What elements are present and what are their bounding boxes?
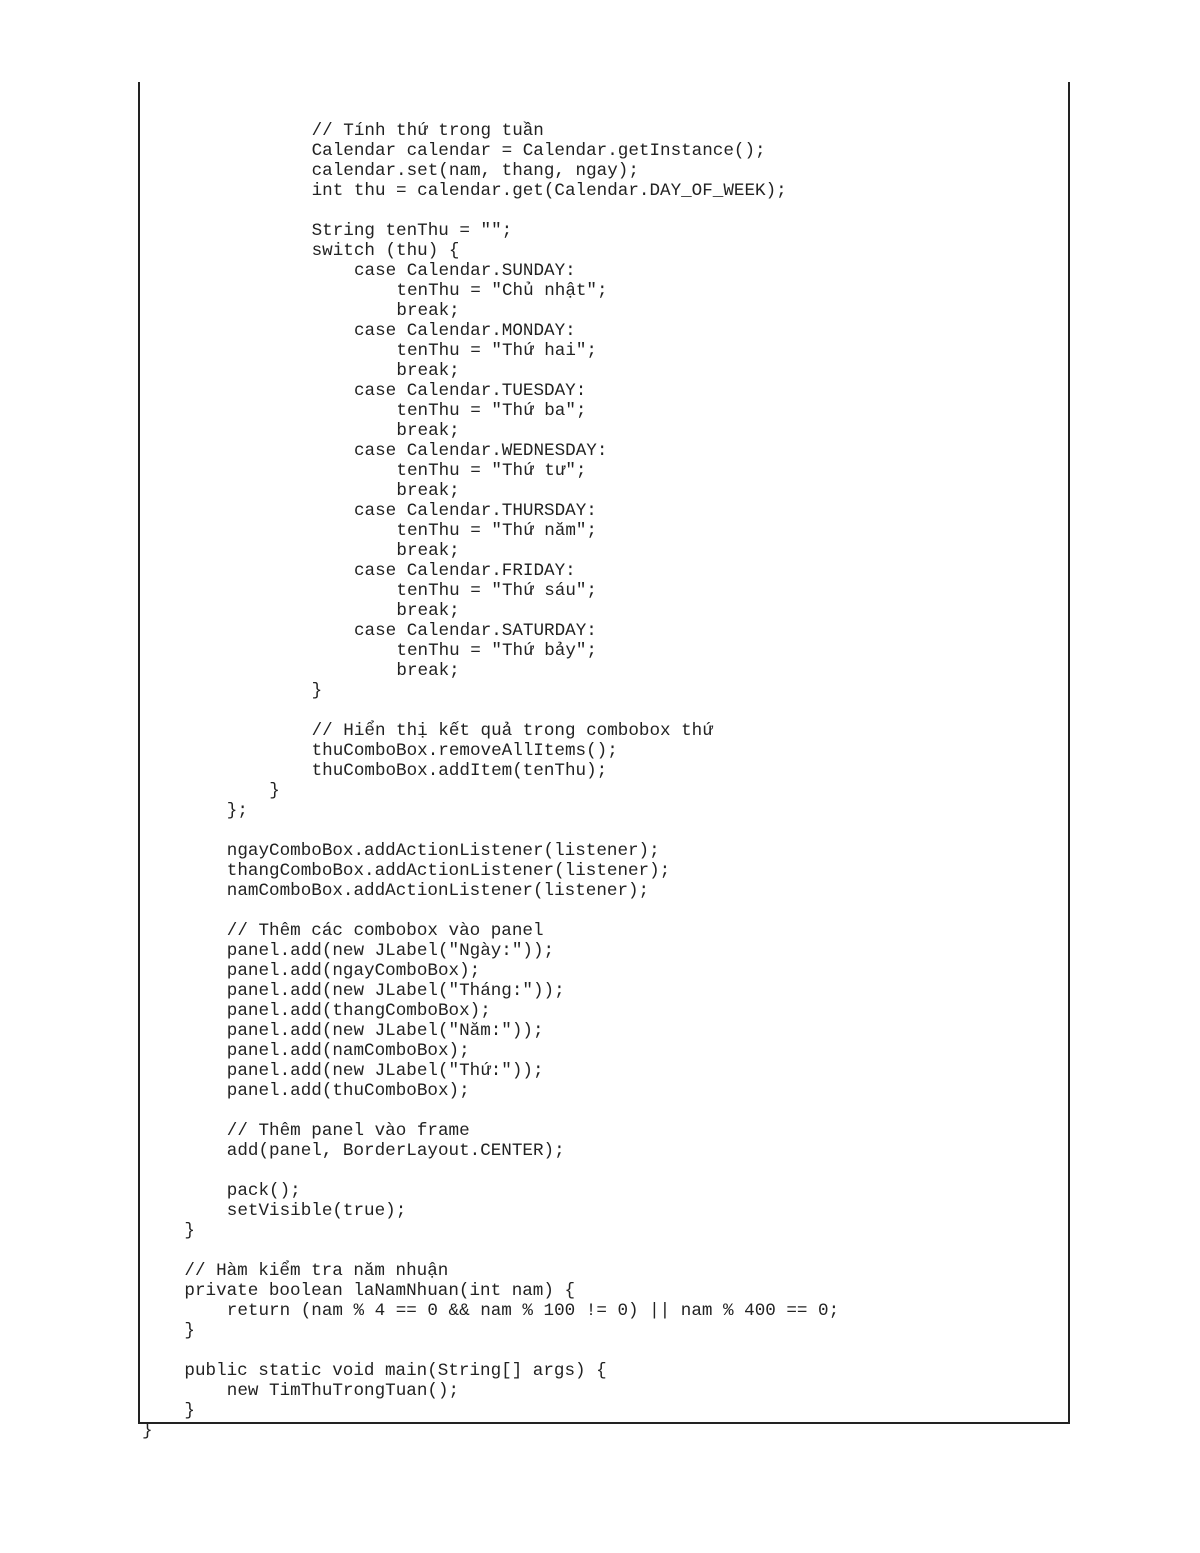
code-line: panel.add(ngayComboBox);: [226, 961, 481, 981]
code-line: }: [142, 1421, 153, 1441]
code-line: [142, 1161, 839, 1181]
code-line: return (nam % 4 == 0 && nam % 100 != 0) || nam % 400 == 0;: [226, 1301, 840, 1321]
code-line: pack();: [226, 1181, 301, 1201]
code-line: thuComboBox.addItem(tenThu);: [311, 761, 608, 781]
code-line: Calendar calendar = Calendar.getInstance();: [311, 141, 766, 161]
code-line: [142, 201, 839, 221]
code-line: // Tính thứ trong tuần: [311, 121, 544, 141]
code-line: new TimThuTrongTuan();: [226, 1381, 460, 1401]
code-line: case Calendar.FRIDAY:: [354, 561, 576, 581]
code-line: [142, 1241, 839, 1261]
code-line: tenThu = "Chủ nhật";: [396, 281, 608, 301]
code-line: private boolean laNamNhuan(int nam) {: [184, 1281, 576, 1301]
code-line: break;: [396, 601, 460, 621]
code-line: int thu = calendar.get(Calendar.DAY_OF_WEEK);: [311, 181, 787, 201]
code-line: [142, 1101, 839, 1121]
code-line: case Calendar.SATURDAY:: [354, 621, 597, 641]
code-line: break;: [396, 661, 460, 681]
code-line: case Calendar.MONDAY:: [354, 321, 576, 341]
code-line: public static void main(String[] args) {: [184, 1361, 607, 1381]
code-line: String tenThu = "";: [311, 221, 513, 241]
code-line: tenThu = "Thứ hai";: [396, 341, 597, 361]
code-line: [142, 901, 839, 921]
code-line: calendar.set(nam, thang, ngay);: [311, 161, 639, 181]
code-line: }: [269, 781, 280, 801]
code-line: panel.add(new JLabel("Ngày:"));: [226, 941, 555, 961]
code-line: tenThu = "Thứ bảy";: [396, 641, 597, 661]
code-line: namComboBox.addActionListener(listener);: [226, 881, 650, 901]
code-line: [142, 821, 839, 841]
code-line: }: [184, 1321, 195, 1341]
code-line: switch (thu) {: [311, 241, 460, 261]
code-line: // Thêm các combobox vào panel: [226, 921, 544, 941]
code-line: };: [226, 801, 248, 821]
code-line: }: [184, 1401, 195, 1421]
code-line: break;: [396, 421, 460, 441]
code-line: [142, 701, 839, 721]
code-line: case Calendar.TUESDAY:: [354, 381, 587, 401]
code-line: [142, 1341, 839, 1361]
code-line: tenThu = "Thứ ba";: [396, 401, 587, 421]
code-line: panel.add(new JLabel("Tháng:"));: [226, 981, 565, 1001]
code-line: ngayComboBox.addActionListener(listener);: [226, 841, 660, 861]
code-line: panel.add(thuComboBox);: [226, 1081, 470, 1101]
code-line: break;: [396, 481, 460, 501]
code-line: add(panel, BorderLayout.CENTER);: [226, 1141, 565, 1161]
code-line: panel.add(thangComboBox);: [226, 1001, 491, 1021]
code-line: // Hàm kiểm tra năm nhuận: [184, 1261, 449, 1281]
code-line: }: [311, 681, 323, 701]
code-line: panel.add(new JLabel("Năm:"));: [226, 1021, 544, 1041]
code-line: panel.add(new JLabel("Thứ:"));: [226, 1061, 544, 1081]
code-line: thangComboBox.addActionListener(listener);: [226, 861, 671, 881]
code-line: tenThu = "Thứ năm";: [396, 521, 597, 541]
code-line: break;: [396, 361, 460, 381]
code-line: }: [184, 1221, 195, 1241]
code-line: thuComboBox.removeAllItems();: [311, 741, 618, 761]
code-line: break;: [396, 541, 460, 561]
code-line: case Calendar.WEDNESDAY:: [354, 441, 608, 461]
code-line: break;: [396, 301, 460, 321]
code-line: // Hiển thị kết quả trong combobox thứ: [311, 721, 713, 741]
code-line: tenThu = "Thứ sáu";: [396, 581, 597, 601]
code-line: // Thêm panel vào frame: [226, 1121, 470, 1141]
code-line: panel.add(namComboBox);: [226, 1041, 470, 1061]
code-line: case Calendar.THURSDAY:: [354, 501, 597, 521]
code-line: tenThu = "Thứ tư";: [396, 461, 587, 481]
code-line: setVisible(true);: [226, 1201, 407, 1221]
code-block: [142, 101, 839, 1441]
code-line: case Calendar.SUNDAY:: [354, 261, 576, 281]
code-line: [142, 101, 839, 121]
